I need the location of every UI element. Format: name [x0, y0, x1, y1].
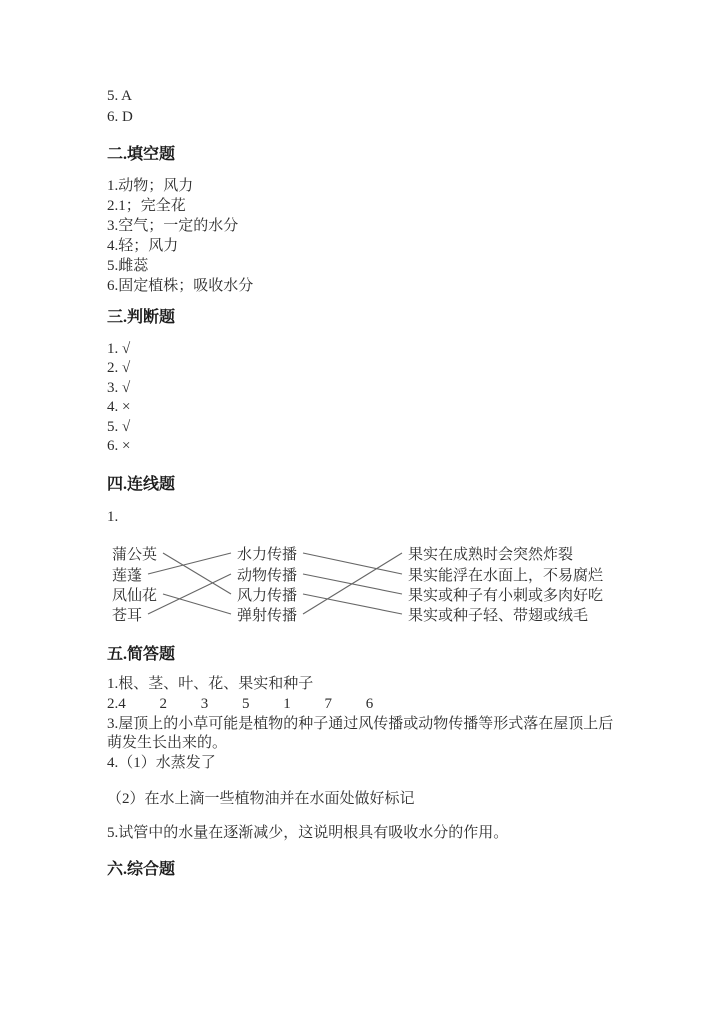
matching-right-label: 果实能浮在水面上，不易腐烂	[408, 568, 604, 584]
judge-answers-block	[107, 340, 130, 456]
short-answer-1: 1.根、茎、叶、花、果实和种子	[107, 676, 314, 692]
matching-left-label: 蒲公英	[112, 547, 158, 563]
short-answer-3-line1: 3.屋顶上的小草可能是植物的种子通过风传播或动物传播等形式落在屋顶上后	[107, 715, 614, 732]
fill-answer-3: 3.空气；一定的水分	[107, 218, 239, 234]
fill-answer-1: 1.动物；风力	[107, 178, 194, 194]
fill-answer-6: 6.固定植株；吸收水分	[107, 278, 254, 294]
judge-answer-4: 4. ×	[107, 399, 131, 416]
matching-left-label: 凤仙花	[112, 588, 158, 604]
short-answer-2: 2.4 2 3 5 1 7 6	[107, 695, 374, 712]
matching-left-label: 苍耳	[112, 608, 143, 624]
choice-answers-block	[107, 86, 133, 128]
matching-connector-line	[163, 594, 231, 614]
short-answers-block	[107, 675, 613, 774]
section-title-comprehensive: 六.综合题	[107, 861, 176, 878]
matching-connector-line	[303, 553, 402, 614]
matching-middle-label: 水力传播	[237, 547, 298, 563]
matching-right-label: 果实或种子有小刺或多肉好吃	[408, 588, 604, 604]
matching-connector-line	[163, 553, 231, 594]
matching-connector-line	[303, 594, 402, 614]
section-title-judge: 三.判断题	[107, 309, 176, 326]
fill-answer-4: 4.轻；风力	[107, 238, 179, 254]
choice-answer-6: 6. D	[107, 109, 133, 125]
judge-answer-3: 3. √	[107, 379, 131, 396]
choice-answer-5: 5. A	[107, 88, 133, 104]
judge-answer-2: 2. √	[107, 360, 131, 377]
short-answer-3-line2: 萌发生长出来的。	[107, 735, 228, 752]
matching-right-label: 果实在成熟时会突然炸裂	[408, 547, 574, 563]
fill-answers-block	[107, 176, 253, 296]
matching-connector-line	[303, 553, 402, 574]
judge-answer-6: 6. ×	[107, 438, 131, 455]
fill-answer-5: 5.雌蕊	[107, 258, 149, 274]
matching-right-label: 果实或种子轻、带翅或绒毛	[408, 608, 589, 624]
matching-connector-line	[148, 574, 231, 614]
matching-connector-line	[148, 553, 231, 574]
short-answer-4-part2: （2）在水上滴一些植物油并在水面处做好标记	[107, 791, 415, 807]
section-title-fill-in: 二.填空题	[107, 146, 176, 163]
judge-answer-1: 1. √	[107, 341, 131, 357]
section-title-matching: 四.连线题	[107, 476, 176, 493]
section-title-short-answer: 五.简答题	[107, 646, 176, 663]
matching-middle-label: 动物传播	[237, 568, 298, 584]
matching-middle-label: 弹射传播	[237, 608, 298, 624]
fill-answer-2: 2.1；完全花	[107, 198, 186, 214]
matching-diagram	[107, 536, 647, 631]
short-answer-5: 5.试管中的水量在逐渐减少，这说明根具有吸收水分的作用。	[107, 825, 509, 841]
matching-left-label: 莲蓬	[112, 568, 143, 584]
matching-item-number: 1.	[107, 509, 119, 525]
short-answer-4-part1: 4.（1）水蒸发了	[107, 755, 216, 772]
matching-middle-label: 风力传播	[237, 588, 298, 604]
judge-answer-5: 5. √	[107, 418, 131, 435]
